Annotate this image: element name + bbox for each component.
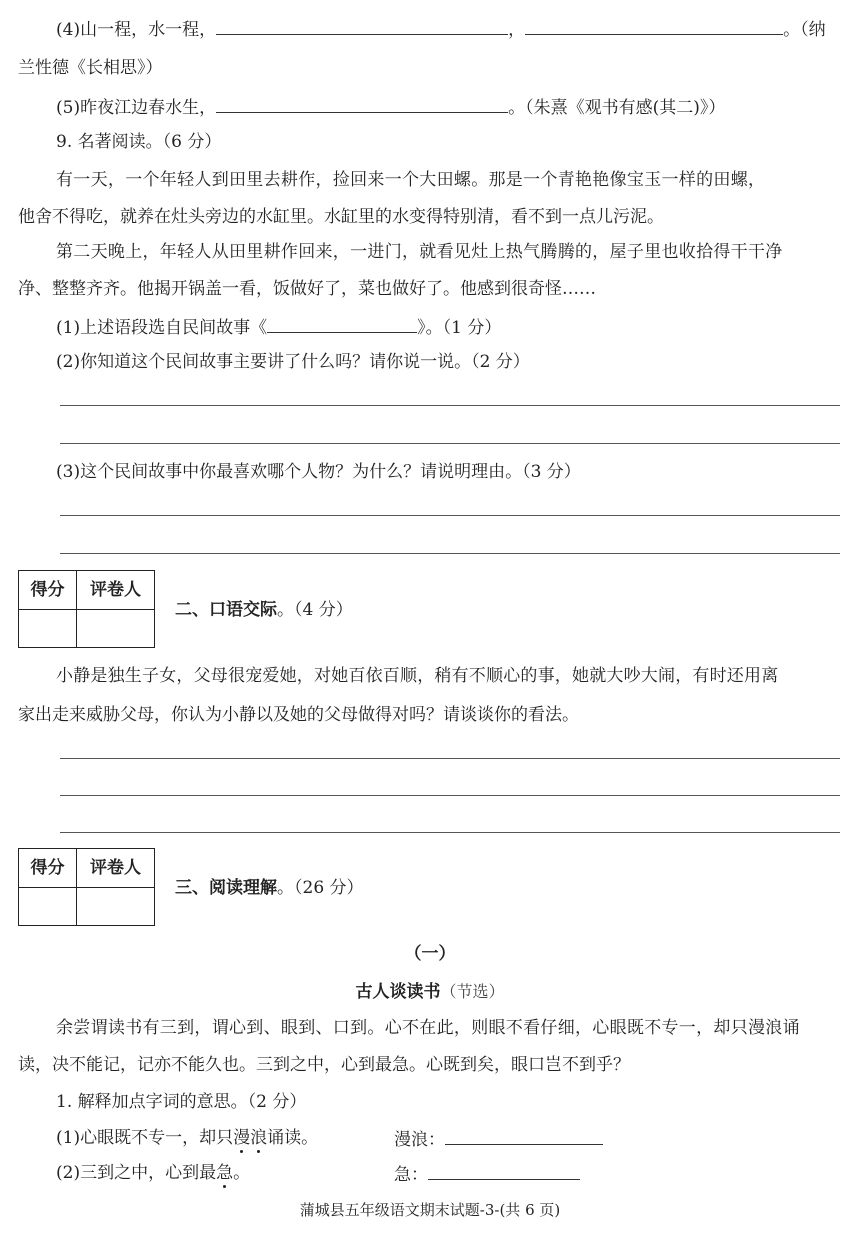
answer-line[interactable] — [60, 405, 840, 406]
q9-sub-2: (2)你知道这个民间故事主要讲了什么吗？请你说一说。（2 分） — [56, 352, 530, 372]
section-2-title: 二、口语交际。（4 分） — [175, 600, 353, 620]
passage-line-2: 读，决不能记，记亦不能久也。三到之中，心到最急。心既到矣，眼口岂不到乎？ — [18, 1055, 630, 1075]
q9-paragraph-2a: 第二天晚上，年轻人从田里耕作回来，一进门，就看见灶上热气腾腾的，屋子里也收拾得干干净 — [56, 242, 783, 262]
reading-q1-2: (2)三到之中，心到最急。 — [56, 1163, 251, 1183]
reading-q1-2-answer: 急： — [394, 1161, 580, 1187]
q9-paragraph-1b: 他舍不得吃，就养在灶头旁边的水缸里。水缸里的水变得特别清，看不到一点儿污泥。 — [18, 207, 664, 227]
reading-q1-title: 1. 解释加点字词的意思。（2 分） — [56, 1092, 307, 1112]
q9-paragraph-1a: 有一天，一个年轻人到田里去耕作，捡回来一个大田螺。那是一个青艳艳像宝玉一样的田螺， — [56, 170, 766, 190]
q9-sub-1: (1)上述语段选自民间故事《 》。（1 分） — [56, 314, 501, 340]
answer-blank[interactable] — [216, 16, 508, 35]
part-label: （一） — [404, 944, 456, 964]
answer-blank[interactable] — [267, 314, 417, 333]
answer-blank[interactable] — [216, 94, 508, 113]
q8-4-continuation: 兰性德《长相思》） — [18, 58, 163, 78]
answer-line[interactable] — [60, 443, 840, 444]
passage-line-1: 余尝谓读书有三到，谓心到、眼到、口到。心不在此，则眼不看仔细，心眼既不专一，却只漫浪诵 — [56, 1018, 800, 1038]
reading-q1-1: (1)心眼既不专一，却只漫浪诵读。 — [56, 1128, 319, 1148]
q8-4-line: (4)山一程，水一程， ， 。（纳 — [56, 16, 826, 42]
score-box: 得分 评卷人 — [18, 848, 155, 926]
q9-title: 9. 名著阅读。（6 分） — [56, 132, 222, 152]
section-3-title: 三、阅读理解。（26 分） — [175, 878, 364, 898]
answer-blank[interactable] — [428, 1161, 580, 1180]
sec2-paragraph-1: 小静是独生子女，父母很宠爱她，对她百依百顺，稍有不顺心的事，她就大吵大闹，有时还用离 — [56, 666, 779, 686]
q9-paragraph-2b: 净、整整齐齐。他揭开锅盖一看，饭做好了，菜也做好了。他感到很奇怪…… — [18, 279, 596, 299]
score-box: 得分 评卷人 — [18, 570, 155, 648]
answer-blank[interactable] — [525, 16, 783, 35]
page-footer: 蒲城县五年级语文期末试题-3-(共 6 页) — [299, 1201, 561, 1219]
sec2-paragraph-2: 家出走来威胁父母，你认为小静以及她的父母做得对吗？请谈谈你的看法。 — [18, 705, 579, 725]
passage-title: 古人谈读书（节选） — [355, 982, 505, 1002]
answer-line[interactable] — [60, 553, 840, 554]
q9-sub-3: (3)这个民间故事中你最喜欢哪个人物？为什么？请说明理由。（3 分） — [56, 462, 581, 482]
answer-line[interactable] — [60, 832, 840, 833]
q8-5-line: (5)昨夜江边春水生， 。（朱熹《观书有感(其二)》） — [56, 94, 725, 120]
answer-line[interactable] — [60, 515, 840, 516]
answer-blank[interactable] — [445, 1126, 603, 1145]
reading-q1-1-answer: 漫浪： — [394, 1126, 603, 1152]
answer-line[interactable] — [60, 795, 840, 796]
answer-line[interactable] — [60, 758, 840, 759]
